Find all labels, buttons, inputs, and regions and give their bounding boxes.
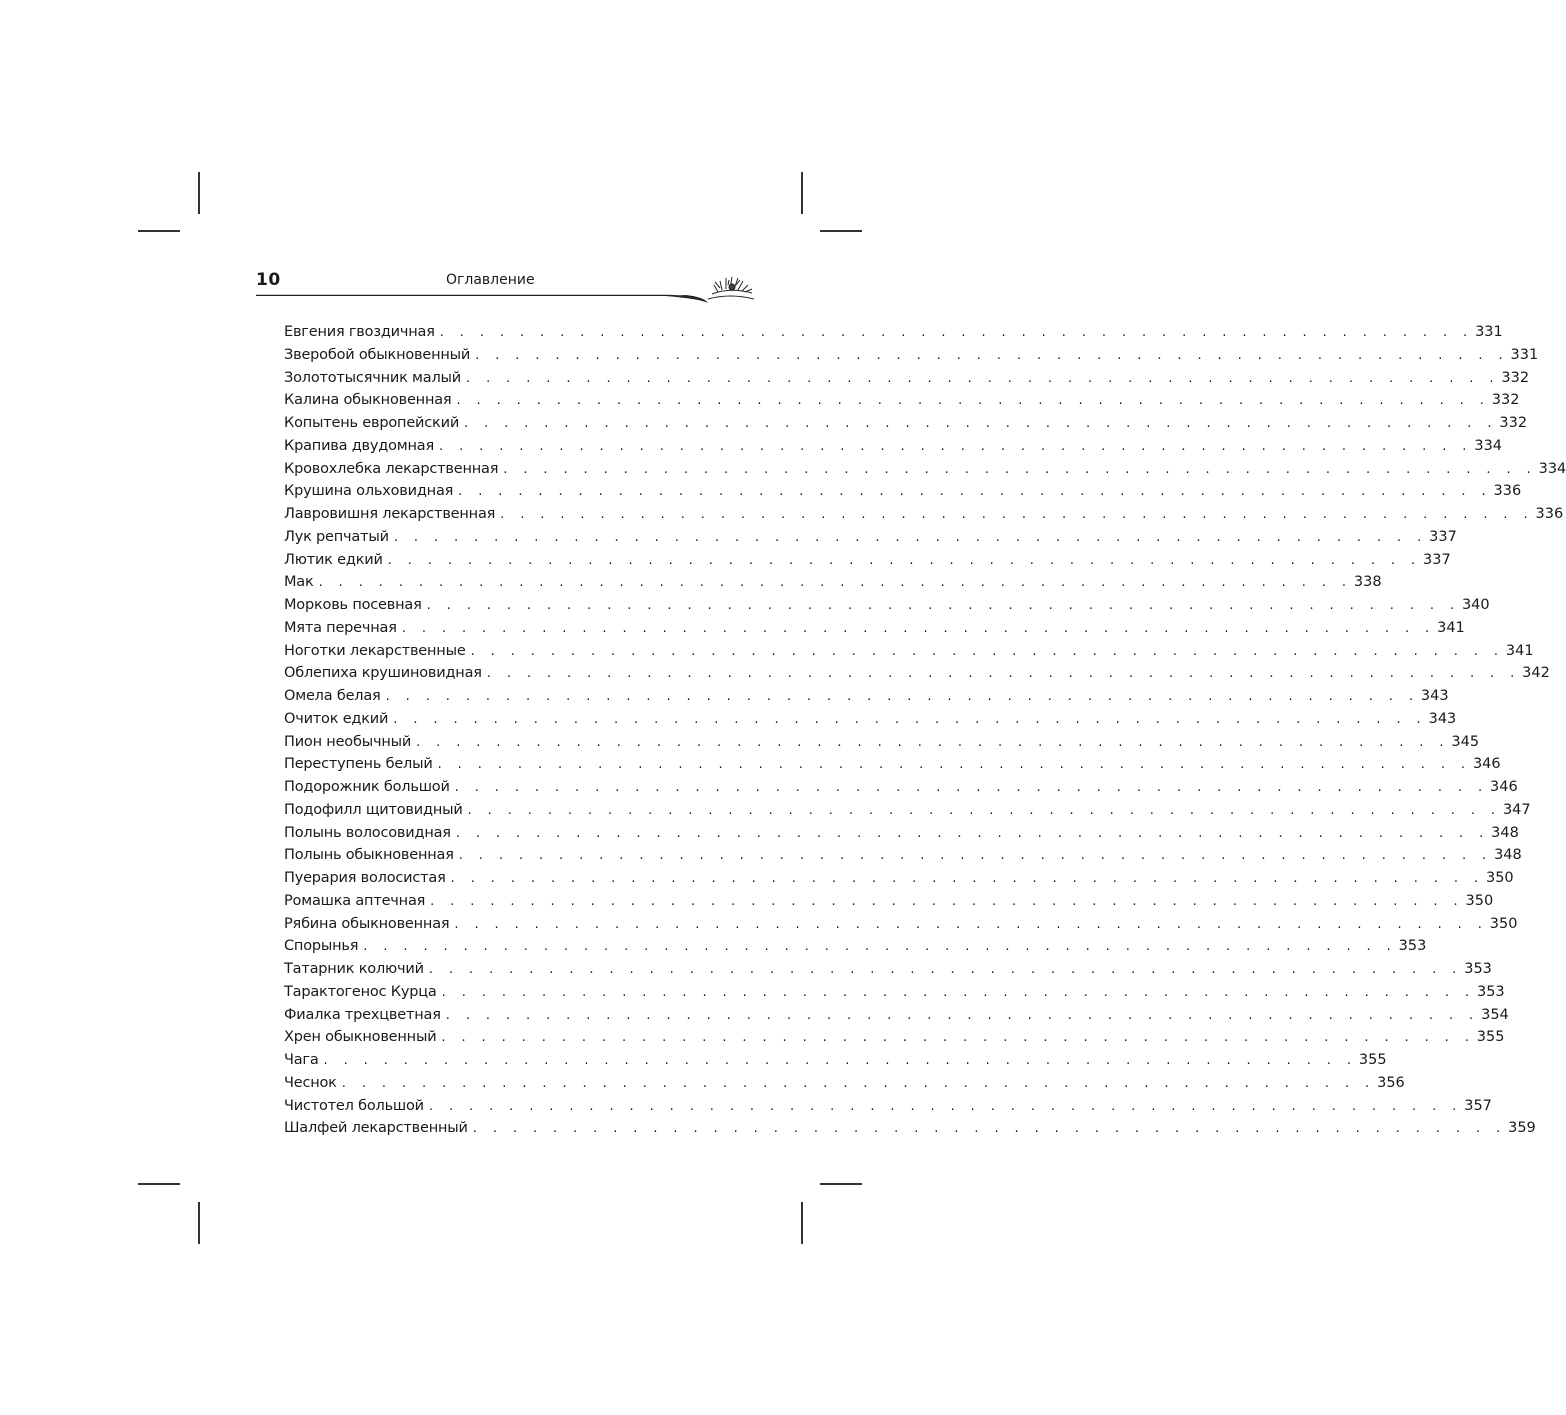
toc-entry-page: 348 bbox=[1494, 847, 1522, 864]
toc-entry-page: 354 bbox=[1481, 1006, 1509, 1023]
toc-entry-title: Очиток едкий bbox=[284, 710, 389, 727]
toc-entry[interactable] bbox=[284, 435, 1503, 458]
toc-entry-title: Тарактогенос Курца bbox=[284, 983, 437, 1000]
toc-entry-page: 341 bbox=[1505, 642, 1534, 659]
toc-dot-leader: . . . . . . . . . . . . . . . . . . . . . . . . . . . . . . . . . . . . . . . . . . . . . . . . . . . . bbox=[458, 848, 1493, 864]
toc-entry-title: Копытень европейский bbox=[284, 415, 460, 431]
toc-entry-page: 346 bbox=[1490, 779, 1518, 795]
toc-entry[interactable] bbox=[284, 844, 1522, 867]
toc-entry[interactable] bbox=[284, 389, 1520, 412]
toc-entry-title: Калина обыкновенная bbox=[284, 392, 452, 409]
toc-entry-title: Рябина обыкновенная bbox=[284, 915, 450, 932]
toc-entry-title: Ромашка аптечная bbox=[284, 892, 426, 909]
toc-entry[interactable] bbox=[284, 412, 1528, 435]
toc-entry[interactable] bbox=[284, 776, 1518, 799]
toc-entry-page: 332 bbox=[1501, 369, 1530, 386]
toc-entry-page: 353 bbox=[1398, 938, 1427, 955]
toc-dot-leader: . . . . . . . . . . . . . . . . . . . . . . . . . . . . . . . . . . . . . . . . . . . . . . . . . . . . bbox=[503, 461, 1537, 477]
toc-entry[interactable] bbox=[284, 458, 1566, 481]
toc-entry-page: 342 bbox=[1522, 665, 1550, 682]
toc-entry[interactable] bbox=[284, 708, 1457, 731]
toc-entry-title: Евгения гвоздичная bbox=[284, 324, 435, 340]
toc-entry[interactable] bbox=[284, 594, 1490, 617]
toc-entry-title: Подофилл щитовидный bbox=[284, 801, 463, 818]
toc-dot-leader: . . . . . . . . . . . . . . . . . . . . . . . . . . . . . . . . . . . . . . . . . . . . . . . . . . . . bbox=[470, 643, 1504, 659]
toc-dot-leader: . . . . . . . . . . . . . . . . . . . . . . . . . . . . . . . . . . . . . . . . . . . . . . . . . . . . bbox=[441, 1030, 1475, 1046]
toc-entry-page: 350 bbox=[1485, 870, 1514, 886]
toc-dot-leader: . . . . . . . . . . . . . . . . . . . . . . . . . . . . . . . . . . . . . . . . . . . . . . . . . . . . bbox=[455, 825, 1490, 841]
toc-dot-leader: . . . . . . . . . . . . . . . . . . . . . . . . . . . . . . . . . . . . . . . . . . . . . . . . . . . . bbox=[464, 416, 1498, 431]
toc-entry[interactable] bbox=[284, 1004, 1509, 1027]
running-title: Оглавление bbox=[446, 272, 535, 288]
toc-entry-title: Лютик едкий bbox=[284, 551, 383, 568]
toc-entry-title: Кровохлебка лекарственная bbox=[284, 460, 499, 477]
toc-entry-title: Облепиха крушиновидная bbox=[284, 665, 482, 682]
toc-entry[interactable] bbox=[284, 822, 1519, 845]
toc-dot-leader: . . . . . . . . . . . . . . . . . . . . . . . . . . . . . . . . . . . . . . . . . . . . . . . . . . . . bbox=[439, 438, 1473, 454]
toc-entry-title: Фиалка трехцветная bbox=[284, 1006, 441, 1023]
toc-dot-leader: . . . . . . . . . . . . . . . . . . . . . . . . . . . . . . . . . . . . . . . . . . . . . . . . . . . . bbox=[341, 1075, 1376, 1091]
toc-entry-title: Спорынья bbox=[284, 938, 359, 955]
crop-mark-top-left-horizontal bbox=[138, 230, 180, 232]
toc-entry[interactable] bbox=[284, 958, 1492, 981]
toc-entry-title: Подорожник большой bbox=[284, 779, 450, 795]
toc-dot-leader: . . . . . . . . . . . . . . . . . . . . . . . . . . . . . . . . . . . . . . . . . . . . . . . . . . . . bbox=[385, 689, 1419, 704]
toc-entry-page: 359 bbox=[1508, 1120, 1536, 1137]
toc-entry-page: 353 bbox=[1476, 983, 1505, 1000]
toc-dot-leader: . . . . . . . . . . . . . . . . . . . . . . . . . . . . . . . . . . . . . . . . . . . . . . . . . . . . bbox=[401, 620, 1436, 636]
toc-dot-leader: . . . . . . . . . . . . . . . . . . . . . . . . . . . . . . . . . . . . . . . . . . . . . . . . . . . . bbox=[475, 347, 1509, 363]
crop-mark-bottom-left-horizontal bbox=[138, 1183, 180, 1185]
toc-entry-page: 337 bbox=[1423, 551, 1451, 568]
toc-dot-leader: . . . . . . . . . . . . . . . . . . . . . . . . . . . . . . . . . . . . . . . . . . . . . . . . . . . . bbox=[430, 893, 1464, 909]
toc-dot-leader: . . . . . . . . . . . . . . . . . . . . . . . . . . . . . . . . . . . . . . . . . . . . . . . . . . . . bbox=[445, 1007, 1480, 1023]
toc-entry-page: 346 bbox=[1472, 756, 1501, 773]
toc-dot-leader: . . . . . . . . . . . . . . . . . . . . . . . . . . . . . . . . . . . . . . . . . . . . . . . . . . . . bbox=[458, 484, 1492, 500]
crop-mark-bottom-right-vertical bbox=[801, 1202, 803, 1244]
toc-entry[interactable] bbox=[284, 549, 1451, 572]
toc-entry[interactable] bbox=[284, 1049, 1387, 1072]
toc-entry-title: Мята перечная bbox=[284, 619, 397, 636]
toc-entry[interactable] bbox=[284, 617, 1465, 640]
toc-entry-page: 350 bbox=[1465, 892, 1494, 909]
toc-dot-leader: . . . . . . . . . . . . . . . . . . . . . . . . . . . . . . . . . . . . . . . . . . . . . . . . . . . . bbox=[466, 370, 1500, 386]
toc-entry[interactable] bbox=[284, 1026, 1505, 1049]
toc-entry-page: 337 bbox=[1429, 528, 1457, 545]
toc-entry[interactable] bbox=[284, 571, 1382, 594]
toc-dot-leader: . . . . . . . . . . . . . . . . . . . . . . . . . . . . . . . . . . . . . . . . . . . . . . . . . . . . bbox=[318, 575, 1352, 591]
toc-entry-page: 357 bbox=[1464, 1097, 1492, 1114]
toc-entry[interactable] bbox=[284, 662, 1550, 685]
toc-dot-leader: . . . . . . . . . . . . . . . . . . . . . . . . . . . . . . . . . . . . . . . . . . . . . . . . . . . . bbox=[426, 598, 1460, 613]
toc-entry-title: Крушина ольховидная bbox=[284, 483, 454, 500]
toc-entry[interactable] bbox=[284, 526, 1457, 549]
toc-entry-page: 355 bbox=[1476, 1029, 1505, 1046]
toc-entry-title: Пион необычный bbox=[284, 733, 412, 750]
toc-entry-title: Хрен обыкновенный bbox=[284, 1029, 437, 1046]
table-of-contents bbox=[284, 321, 1566, 1140]
crop-mark-top-left-vertical bbox=[198, 172, 200, 214]
toc-entry-page: 336 bbox=[1493, 483, 1522, 500]
toc-entry-page: 350 bbox=[1489, 915, 1518, 932]
toc-entry[interactable] bbox=[284, 480, 1522, 503]
toc-entry-title: Зверобой обыкновенный bbox=[284, 346, 471, 363]
toc-entry-page: 341 bbox=[1437, 619, 1465, 636]
toc-entry-page: 353 bbox=[1464, 961, 1492, 977]
toc-entry-page: 334 bbox=[1538, 460, 1566, 477]
toc-entry[interactable] bbox=[284, 1072, 1405, 1095]
toc-entry[interactable] bbox=[284, 685, 1449, 708]
toc-entry-title: Мак bbox=[284, 574, 314, 591]
toc-dot-leader: . . . . . . . . . . . . . . . . . . . . . . . . . . . . . . . . . . . . . . . . . . . . . . . . . . . . bbox=[363, 939, 1397, 955]
toc-entry-title: Золототысячник малый bbox=[284, 369, 462, 386]
toc-entry-title: Переступень белый bbox=[284, 756, 433, 773]
toc-dot-leader: . . . . . . . . . . . . . . . . . . . . . . . . . . . . . . . . . . . . . . . . . . . . . . . . . . . . bbox=[437, 757, 1471, 773]
crop-mark-bottom-right-horizontal bbox=[820, 1183, 862, 1185]
toc-dot-leader: . . . . . . . . . . . . . . . . . . . . . . . . . . . . . . . . . . . . . . . . . . . . . . . . . . . . bbox=[323, 1053, 1357, 1068]
toc-entry-title: Чага bbox=[284, 1052, 319, 1068]
toc-entry[interactable] bbox=[284, 935, 1427, 958]
toc-entry-title: Лавровишня лекарственная bbox=[284, 506, 496, 522]
toc-entry[interactable] bbox=[284, 1095, 1492, 1118]
toc-dot-leader: . . . . . . . . . . . . . . . . . . . . . . . . . . . . . . . . . . . . . . . . . . . . . . . . . . . . bbox=[454, 780, 1489, 795]
toc-entry-title: Шалфей лекарственный bbox=[284, 1120, 468, 1137]
toc-entry-title: Пуерария волосистая bbox=[284, 870, 446, 886]
toc-entry[interactable] bbox=[284, 981, 1505, 1004]
toc-entry-page: 336 bbox=[1535, 506, 1564, 522]
toc-entry-page: 331 bbox=[1510, 346, 1539, 363]
toc-entry-page: 345 bbox=[1451, 733, 1480, 750]
toc-entry-page: 340 bbox=[1461, 597, 1490, 613]
toc-entry[interactable] bbox=[284, 890, 1494, 913]
toc-dot-leader: . . . . . . . . . . . . . . . . . . . . . . . . . . . . . . . . . . . . . . . . . . . . . . . . . . . . bbox=[439, 325, 1474, 340]
toc-entry[interactable] bbox=[284, 640, 1534, 663]
crop-mark-bottom-left-vertical bbox=[198, 1202, 200, 1244]
toc-dot-leader: . . . . . . . . . . . . . . . . . . . . . . . . . . . . . . . . . . . . . . . . . . . . . . . . . . . . bbox=[450, 871, 1484, 886]
toc-entry[interactable] bbox=[284, 799, 1531, 822]
toc-entry-title: Крапива двудомная bbox=[284, 437, 435, 454]
toc-entry-title: Чеснок bbox=[284, 1074, 337, 1091]
toc-entry[interactable] bbox=[284, 913, 1518, 936]
toc-entry[interactable] bbox=[284, 503, 1564, 526]
toc-dot-leader: . . . . . . . . . . . . . . . . . . . . . . . . . . . . . . . . . . . . . . . . . . . . . . . . . . . . bbox=[467, 802, 1501, 818]
toc-entry-title: Полынь волосовидная bbox=[284, 824, 451, 841]
page-number: 10 bbox=[256, 270, 281, 290]
toc-entry-page: 343 bbox=[1428, 710, 1457, 727]
toc-entry-title: Ноготки лекарственные bbox=[284, 642, 466, 659]
toc-entry[interactable] bbox=[284, 867, 1514, 890]
toc-entry-page: 334 bbox=[1474, 437, 1503, 454]
toc-dot-leader: . . . . . . . . . . . . . . . . . . . . . . . . . . . . . . . . . . . . . . . . . . . . . . . . . . . . bbox=[441, 984, 1475, 1000]
toc-entry-title: Татарник колючий bbox=[284, 961, 424, 977]
toc-entry-title: Лук репчатый bbox=[284, 528, 389, 545]
toc-entry-title: Морковь посевная bbox=[284, 597, 422, 613]
toc-dot-leader: . . . . . . . . . . . . . . . . . . . . . . . . . . . . . . . . . . . . . . . . . . . . . . . . . . . . bbox=[428, 1098, 1463, 1114]
toc-dot-leader: . . . . . . . . . . . . . . . . . . . . . . . . . . . . . . . . . . . . . . . . . . . . . . . . . . . . bbox=[393, 529, 1428, 545]
running-header bbox=[256, 266, 752, 306]
toc-entry-page: 331 bbox=[1475, 324, 1503, 340]
toc-entry-page: 355 bbox=[1358, 1052, 1387, 1068]
toc-entry-page: 338 bbox=[1353, 574, 1382, 591]
toc-entry-page: 332 bbox=[1499, 415, 1528, 431]
toc-entry[interactable] bbox=[284, 321, 1503, 344]
toc-entry-page: 347 bbox=[1502, 801, 1531, 818]
toc-entry-title: Омела белая bbox=[284, 688, 381, 704]
toc-entry[interactable] bbox=[284, 344, 1539, 367]
toc-entry-title: Полынь обыкновенная bbox=[284, 847, 454, 864]
toc-dot-leader: . . . . . . . . . . . . . . . . . . . . . . . . . . . . . . . . . . . . . . . . . . . . . . . . . . . . bbox=[500, 507, 1534, 522]
toc-entry-page: 356 bbox=[1377, 1074, 1405, 1091]
toc-dot-leader: . . . . . . . . . . . . . . . . . . . . . . . . . . . . . . . . . . . . . . . . . . . . . . . . . . . . bbox=[472, 1121, 1507, 1137]
toc-dot-leader: . . . . . . . . . . . . . . . . . . . . . . . . . . . . . . . . . . . . . . . . . . . . . . . . . . . . bbox=[456, 393, 1490, 409]
crop-mark-top-right-horizontal bbox=[820, 230, 862, 232]
toc-dot-leader: . . . . . . . . . . . . . . . . . . . . . . . . . . . . . . . . . . . . . . . . . . . . . . . . . . . . bbox=[428, 962, 1463, 977]
crop-mark-top-right-vertical bbox=[801, 172, 803, 214]
toc-entry[interactable] bbox=[284, 753, 1501, 776]
toc-entry-page: 332 bbox=[1491, 392, 1520, 409]
toc-entry-title: Чистотел большой bbox=[284, 1097, 424, 1114]
toc-entry[interactable] bbox=[284, 1117, 1536, 1140]
toc-entry-page: 348 bbox=[1491, 824, 1519, 841]
toc-dot-leader: . . . . . . . . . . . . . . . . . . . . . . . . . . . . . . . . . . . . . . . . . . . . . . . . . . . . bbox=[387, 552, 1422, 568]
toc-entry-page: 343 bbox=[1420, 688, 1449, 704]
toc-dot-leader: . . . . . . . . . . . . . . . . . . . . . . . . . . . . . . . . . . . . . . . . . . . . . . . . . . . . bbox=[393, 711, 1427, 727]
toc-entry[interactable] bbox=[284, 731, 1480, 754]
toc-dot-leader: . . . . . . . . . . . . . . . . . . . . . . . . . . . . . . . . . . . . . . . . . . . . . . . . . . . . bbox=[454, 916, 1488, 932]
toc-dot-leader: . . . . . . . . . . . . . . . . . . . . . . . . . . . . . . . . . . . . . . . . . . . . . . . . . . . . bbox=[416, 734, 1450, 750]
toc-dot-leader: . . . . . . . . . . . . . . . . . . . . . . . . . . . . . . . . . . . . . . . . . . . . . . . . . . . . bbox=[486, 666, 1521, 682]
toc-entry[interactable] bbox=[284, 367, 1530, 390]
